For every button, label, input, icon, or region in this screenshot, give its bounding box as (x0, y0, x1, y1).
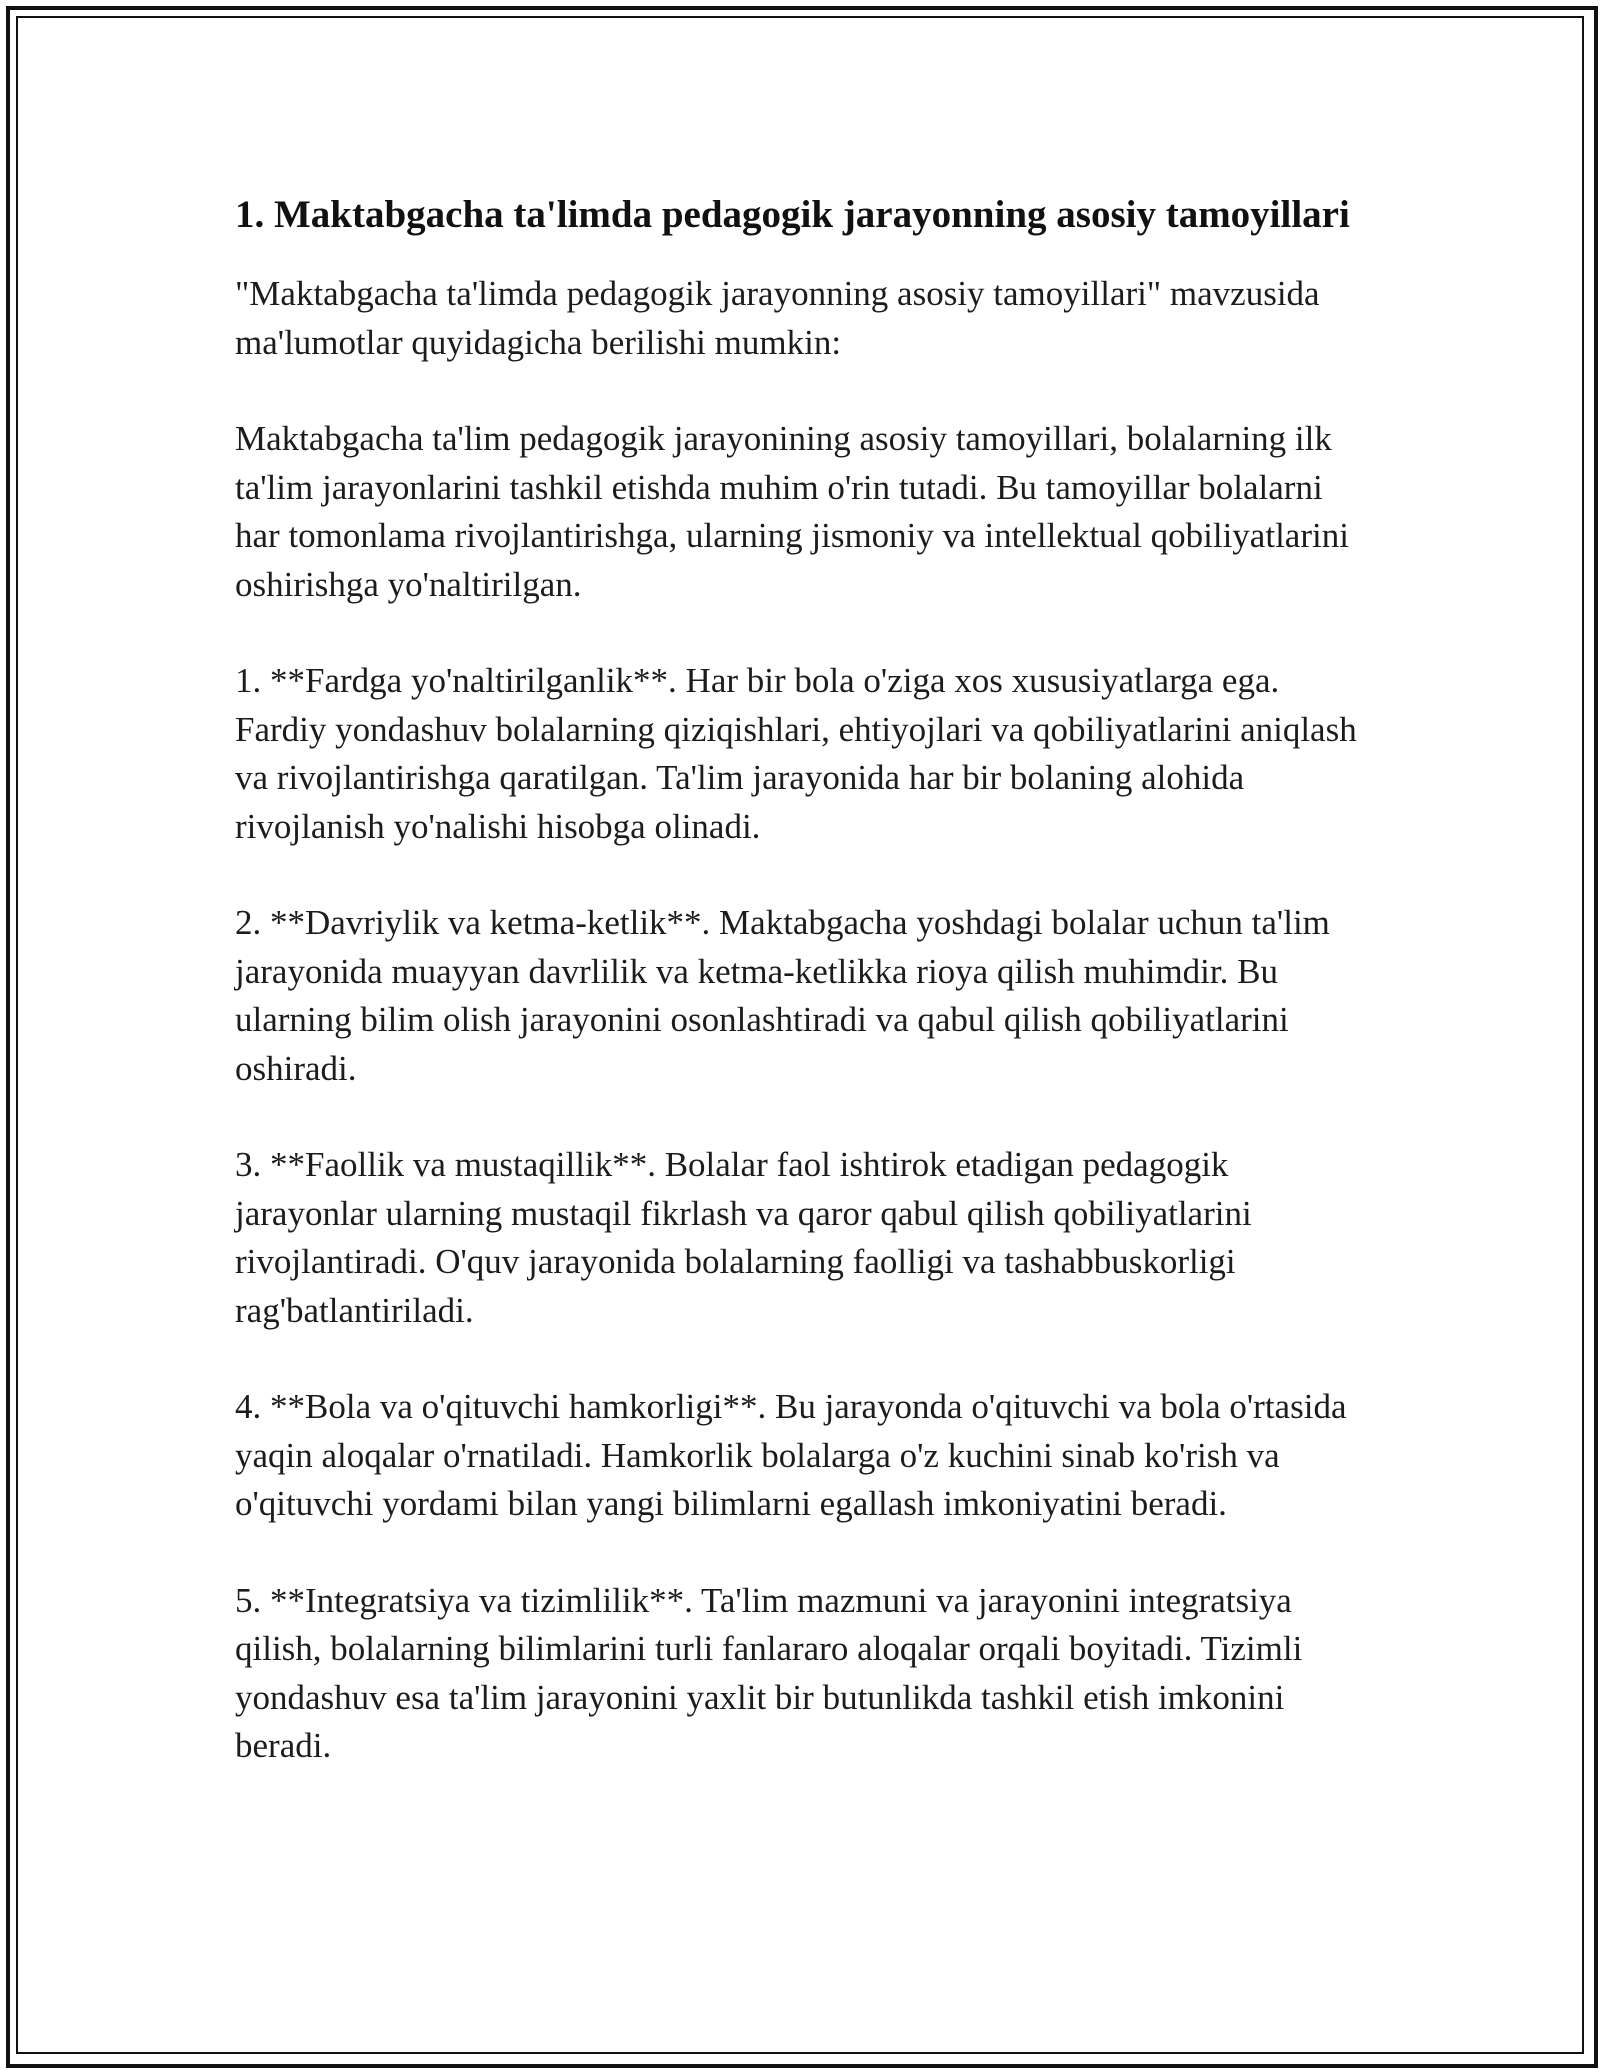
document-body (235, 188, 1365, 1819)
document-title: 1. Maktabgacha ta'limda pedagogik jarayonning asosiy tamoyillari (235, 193, 1350, 236)
principle-5-paragraph: 5. **Integratsiya va tizimlilik**. Ta'lim mazmuni va jarayonini integratsiya qilish, bolalarning bilimlarini turli fanlararo aloqalar orqali boyitadi. Tizimli yondashuv esa ta'lim jarayonini yaxlit bir butunlikda tashkil etish imkonini beradi. (235, 1580, 1303, 1765)
principle-2-paragraph: 2. **Davriylik va ketma-ketlik**. Maktabgacha yoshdagi bolalar uchun ta'lim jarayonida muayyan davrlilik va ketma-ketlikka rioya qilish muhimdir. Bu ularning bilim olish jarayonini osonlashtiradi va qabul qilish qobiliyatlarini oshiradi. (235, 903, 1330, 1088)
intro-paragraph: "Maktabgacha ta'limda pedagogik jarayonning asosiy tamoyillari" mavzusida ma'lumotlar quyidagicha berilishi mumkin: (235, 274, 1320, 362)
principle-4-paragraph: 4. **Bola va o'qituvchi hamkorligi**. Bu jarayonda o'qituvchi va bola o'rtasida yaqin aloqalar o'rnatiladi. Hamkorlik bolalarga o'z kuchini sinab ko'rish va o'qituvchi yordami bilan yangi bilimlarni egallash imkoniyatini beradi. (235, 1387, 1347, 1523)
principle-3-paragraph: 3. **Faollik va mustaqillik**. Bolalar faol ishtirok etadigan pedagogik jarayonlar ularning mustaqil fikrlash va qaror qabul qilish qobiliyatlarini rivojlantiradi. O'quv jarayonida bolalarning faolligi va tashabbuskorligi rag'batlantiriladi. (235, 1145, 1252, 1330)
overview-paragraph: Maktabgacha ta'lim pedagogik jarayonining asosiy tamoyillari, bolalarning ilk ta'lim jarayonlarini tashkil etishda muhim o'rin tutadi. Bu tamoyillar bolalarni har tomonlama rivojlantirishga, ularning jismoniy va intellektual qobiliyatlarini oshirishga yo'naltirilgan. (235, 419, 1349, 604)
principle-1-paragraph: 1. **Fardga yo'naltirilganlik**. Har bir bola o'ziga xos xususiyatlarga ega. Fardiy yondashuv bolalarning qiziqishlari, ehtiyojlari va qobiliyatlarini aniqlash va rivojlantirishga qaratilgan. Ta'lim jarayonida har bir bolaning alohida rivojlanish yo'nalishi hisobga olinadi. (235, 661, 1357, 846)
